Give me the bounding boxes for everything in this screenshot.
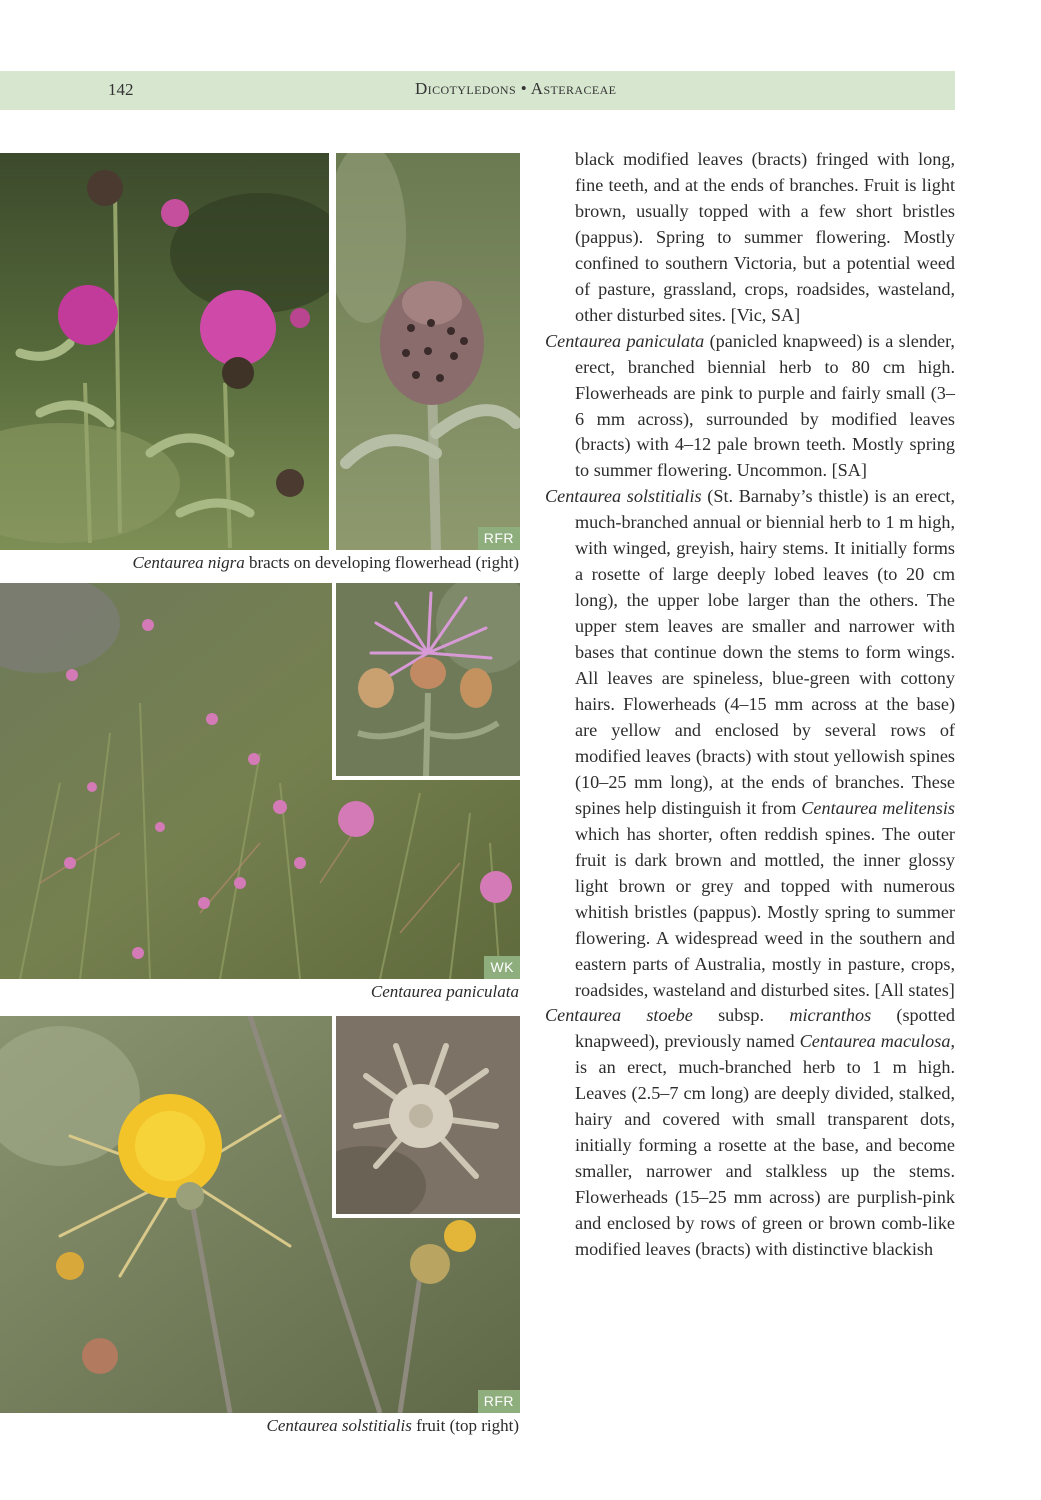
photo-centaurea-nigra-plant — [0, 153, 329, 550]
caption-centaurea-paniculata — [371, 982, 519, 1002]
photo-centaurea-paniculata-flower — [332, 579, 524, 780]
caption-text: fruit (top right) — [411, 1416, 519, 1435]
bud-photo-illustration — [336, 153, 520, 550]
photo-centaurea-solstitialis-fruit — [332, 1012, 524, 1218]
body-text-column — [545, 147, 955, 1263]
subspecies-marker: subsp. — [692, 1005, 790, 1026]
caption-species: Centaurea nigra — [132, 553, 245, 572]
photo-credit: RFR — [478, 1390, 520, 1413]
entry-description-continued: , is an erect, much-branched herb to 1 m high. Leaves (2.5–7 cm long) are deeply divided, stalked, hairy and covered with small transparent dots, initially forming a rosette at the base, and become smaller, narrower and stalkless up the stems. Flowerheads (15–25 mm across) are purplish-pink and enclosed by rows of green or brown comb-like modified leaves (bracts) with distinctive blackish — [575, 1031, 955, 1260]
caption-centaurea-solstitialis — [267, 1416, 519, 1436]
photo-credit: RFR — [478, 527, 520, 550]
entry-centaurea-paniculata — [545, 329, 955, 485]
caption-text: bracts on developing flowerhead (right) — [244, 553, 519, 572]
caption-species: Centaurea solstitialis — [266, 1416, 412, 1435]
subspecies-name: micranthos — [789, 1005, 872, 1026]
entry-description: (spotted knapweed), previously named — [575, 1005, 955, 1052]
page-number: 142 — [108, 80, 134, 99]
running-head: Dicotyledons • Asteraceae — [415, 79, 617, 98]
flower-inset-illustration — [336, 583, 520, 776]
previous-name: Centaurea maculosa — [799, 1031, 951, 1052]
photo-centaurea-nigra-bud — [336, 153, 520, 550]
species-reference: Centaurea melitensis — [801, 797, 955, 818]
species-name: Centaurea paniculata — [545, 330, 705, 351]
caption-centaurea-nigra — [132, 553, 519, 573]
plant-photo-illustration — [0, 153, 329, 550]
species-name: Centaurea stoebe — [545, 1005, 693, 1026]
entry-description: (panicled knapweed) is a slender, erect, branched biennial herb to 80 cm high. Flowerheads are pink to purple and fairly small (3–6 mm across), surrounded by modified leaves (bracts) with 4–12 pale brown teeth. Mostly spring to summer flowering. Uncommon. [SA] — [575, 330, 955, 481]
photo-credit: WK — [484, 956, 520, 979]
species-name: Centaurea solstitialis — [545, 486, 702, 507]
entry-description-continued: which has shorter, often reddish spines. The outer fruit is dark brown and mottled, the inner glossy light brown or grey and topped with numerous whitish bristles (pappus). Mostly spring to summer flowering. A widespread weed in the southern and eastern parts of Australia, mostly in pasture, crops, roadsides, wasteland and disturbed sites. [All states] — [575, 823, 955, 1000]
entry-centaurea-stoebe — [545, 1003, 955, 1263]
caption-species: Centaurea paniculata — [370, 982, 519, 1001]
entry-description: (St. Barnaby’s thistle) is an erect, much-branched annual or biennial herb to 1 m high, with winged, greyish, hairy stems. It initially forms a rosette of large deeply lobed leaves (to 20 cm long), the upper lobe larger than the others. The upper stem leaves are smaller and narrower with bases that continue down the stems to form wings. All leaves are spineless, blue-green with cottony hairs. Flowerheads (4–15 mm across at the base) are yellow and enclosed by several rows of modified leaves (bracts) with stout yellowish spines (10–25 mm long), at the ends of branches. These spines help distinguish it from — [575, 486, 956, 818]
entry-centaurea-solstitialis — [545, 484, 955, 1003]
continued-paragraph: black modified leaves (bracts) fringed with long, fine teeth, and at the ends of branches. Fruit is light brown, usually topped with a few short bristles (pappus). Spring to summer flowering. Mostly confined to southern Victoria, but a potential weed of pasture, grassland, crops, roadsides, wasteland, other disturbed sites. [Vic, SA] — [575, 149, 955, 325]
fruit-inset-illustration — [336, 1016, 520, 1214]
